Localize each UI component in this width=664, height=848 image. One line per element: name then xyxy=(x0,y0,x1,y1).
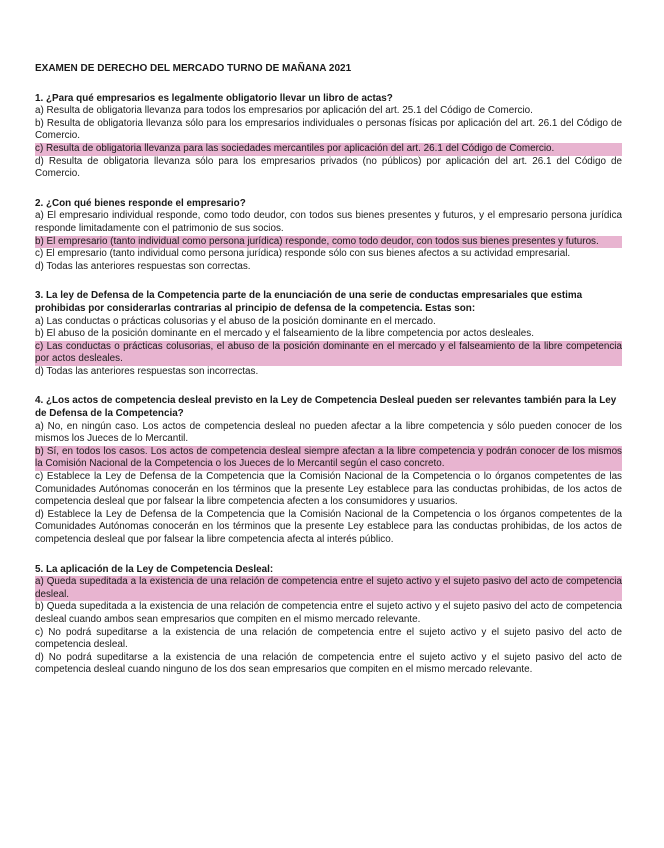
answer-option: a) El empresario individual responde, como todo deudor, con todos sus bienes presentes y futuros, y el empresario persona jurídica responde limitadamente con el patrimonio de sus socios. xyxy=(35,210,622,234)
answer-option: c) Las conductas o prácticas colusorias, el abuso de la posición dominante en el mercado y el falseamiento de la libre competencia por actos desleales. xyxy=(35,340,622,365)
question-4 xyxy=(35,395,622,546)
answer-option: a) Queda supeditada a la existencia de una relación de competencia entre el sujeto activo y el sujeto pasivo del acto de competencia desleal. xyxy=(35,576,622,600)
answer-option: b) Resulta de obligatoria llevanza sólo para los empresarios individuales o personas físicas por aplicación del art. 26.1 del Código de Comercio. xyxy=(35,117,622,142)
answer-option: c) Resulta de obligatoria llevanza para las sociedades mercantiles por aplicación del art. 26.1 del Código de Comercio. xyxy=(35,143,622,156)
answer-option: b) El empresario (tanto individual como persona jurídica) responde, como todo deudor, con todos sus bienes presentes y futuros. xyxy=(35,236,622,249)
answer-option: d) Todas las anteriores respuestas son incorrectas. xyxy=(35,365,259,377)
answer-option: d) Todas las anteriores respuestas son correctas. xyxy=(35,260,251,272)
answer-option: c) No podrá supeditarse a la existencia de una relación de competencia entre el sujeto activo y el sujeto pasivo del acto de competencia desleal. xyxy=(35,626,622,651)
answer-option: d) Establece la Ley de Defensa de la Competencia que la Comisión Nacional de la Competencia o los órganos competentes de la Comunidades Autónomas conocerán en los términos que la presente Ley establece para las conductas prohibidas, de los actos de competencia desleal que por falsear la libre competencia afecta al interés público. xyxy=(35,508,622,545)
question-text: 5. La aplicación de la Ley de Competencia Desleal: xyxy=(35,563,274,575)
answer-option: a) No, en ningún caso. Los actos de competencia desleal no pueden afectar a la libre competencia y sólo pueden conocer de los mismos los Jueces de lo Mercantil. xyxy=(35,420,622,445)
question-5 xyxy=(35,564,622,677)
answer-option: a) Resulta de obligatoria llevanza para todos los empresarios por aplicación del art. 25.1 del Código de Comercio. xyxy=(35,105,533,117)
answer-option: c) El empresario (tanto individual como persona jurídica) responde sólo con sus bienes afectos a su actividad empresarial. xyxy=(35,248,571,260)
exam-content xyxy=(35,63,622,694)
question-text: 2. ¿Con qué bienes responde el empresario? xyxy=(35,197,246,209)
answer-option: d) No podrá supeditarse a la existencia de una relación de competencia entre el sujeto activo y el sujeto pasivo del acto de competencia desleal cuando ninguno de los dos sean empresarios que compiten en el mismo mercado relevante. xyxy=(35,651,622,676)
question-text: 3. La ley de Defensa de la Competencia parte de la enunciación de una serie de conductas empresariales que estima prohibidas por considerarlas contrarias al principio de defensa de la competencia. Estas son: xyxy=(35,290,583,314)
answer-option: b) Queda supeditada a la existencia de una relación de competencia entre el sujeto activo y el sujeto pasivo del acto de competencia desleal cuando ambos sean empresarios que compiten en el mismo mercado relevante. xyxy=(35,601,622,625)
answer-option: b) El abuso de la posición dominante en el mercado y el falseamiento de la libre competencia por actos desleales. xyxy=(35,328,534,340)
document-title: EXAMEN DE DERECHO DEL MERCADO TURNO DE MAÑANA 2021 xyxy=(35,63,352,74)
answer-option: a) Las conductas o prácticas colusorias y el abuso de la posición dominante en el mercado. xyxy=(35,315,436,327)
question-text: 1. ¿Para qué empresarios es legalmente obligatorio llevar un libro de actas? xyxy=(35,92,393,104)
answer-option: c) Establece la Ley de Defensa de la Competencia que la Comisión Nacional de la Competencia o lo órganos competentes de las Comunidades Autónomas conocerán en los términos que la presente Ley establece para las conductas prohibidas, de los actos de competencia desleal que por falsear la libre competencia afecten a los consumidores y usuarios. xyxy=(35,471,622,508)
answer-option: d) Resulta de obligatoria llevanza sólo para los empresarios privados (no públicos) por aplicación del art. 26.1 del Código de Comercio. xyxy=(35,155,622,180)
question-1 xyxy=(35,93,622,181)
answer-option: b) Sí, en todos los casos. Los actos de competencia desleal siempre afectan a la libre competencia y podrán conocer de los mismos la Comisión Nacional de la Competencia o los Jueces de lo Mercantil según el caso concreto. xyxy=(35,445,622,470)
question-3 xyxy=(35,290,622,378)
question-text: 4. ¿Los actos de competencia desleal previsto en la Ley de Competencia Desleal pueden ser relevantes también para la Ley de Defensa de la Competencia? xyxy=(35,395,617,420)
question-2 xyxy=(35,198,622,274)
